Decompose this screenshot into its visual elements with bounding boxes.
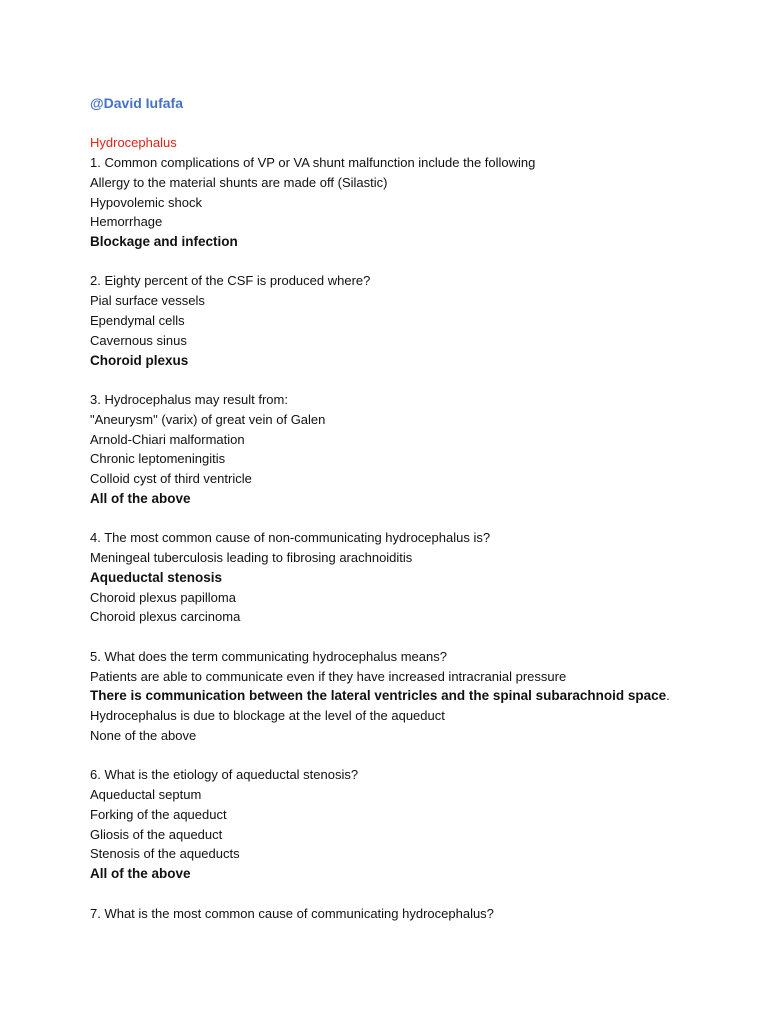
answer-punctuation: . [666, 688, 670, 704]
answer-option: Allergy to the material shunts are made off (Silastic) [90, 174, 388, 190]
answer-option: Gliosis of the aqueduct [90, 826, 223, 842]
question-spacer [90, 252, 740, 272]
answer-option: Forking of the aqueduct [90, 806, 227, 822]
answer-option: Patients are able to communicate even if they have increased intracranial pressure [90, 668, 567, 684]
answer-option: None of the above [90, 727, 197, 743]
answer-option: Cavernous sinus [90, 332, 187, 348]
question-stem: 4. The most common cause of non-communicating hydrocephalus is? [90, 530, 491, 546]
correct-answer-text: All of the above [90, 490, 191, 506]
section-title: Hydrocephalus [90, 135, 177, 150]
answer-option: Choroid plexus carcinoma [90, 609, 241, 625]
correct-answer-option [90, 686, 740, 706]
answer-option: Hydrocephalus is due to blockage at the level of the aqueduct [90, 708, 445, 724]
question-block [90, 904, 740, 924]
question-stem: 5. What does the term communicating hydrocephalus means? [90, 648, 447, 664]
question-spacer [90, 370, 740, 390]
question-spacer [90, 509, 740, 529]
answer-option: Arnold-Chiari malformation [90, 431, 245, 447]
correct-answer-text: Blockage and infection [90, 234, 238, 250]
author-handle: @David Iufafa [90, 95, 184, 111]
correct-answer-text: Aqueductal stenosis [90, 569, 223, 585]
question-stem: 1. Common complications of VP or VA shunt malfunction include the following [90, 155, 536, 170]
question-stem: 2. Eighty percent of the CSF is produced where? [90, 273, 371, 289]
correct-answer-text: All of the above [90, 866, 191, 882]
question-block [90, 390, 740, 509]
question-block [90, 647, 740, 746]
question-block [90, 528, 740, 627]
correct-answer-option [90, 232, 740, 252]
question-block [90, 153, 740, 252]
answer-option: "Aneurysm" (varix) of great vein of Galen [90, 411, 326, 427]
answer-option: Colloid cyst of third ventricle [90, 471, 252, 487]
document-page [90, 93, 740, 923]
correct-answer-option [90, 568, 740, 588]
question-stem: 6. What is the etiology of aqueductal stenosis? [90, 767, 359, 783]
question-spacer [90, 746, 740, 766]
answer-option: Stenosis of the aqueducts [90, 846, 240, 862]
correct-answer-option [90, 489, 740, 509]
question-spacer [90, 884, 740, 904]
answer-option: Chronic leptomeningitis [90, 451, 226, 467]
answer-option: Pial surface vessels [90, 293, 205, 309]
correct-answer-text: Choroid plexus [90, 352, 189, 368]
correct-answer-option [90, 351, 740, 371]
correct-answer-option [90, 864, 740, 884]
question-stem: 3. Hydrocephalus may result from: [90, 391, 288, 407]
question-spacer [90, 627, 740, 647]
answer-option: Ependymal cells [90, 313, 185, 329]
answer-option: Choroid plexus papilloma [90, 589, 236, 605]
answer-option: Aqueductal septum [90, 787, 202, 803]
answer-option: Hemorrhage [90, 214, 163, 230]
question-block [90, 765, 740, 884]
answer-option: Meningeal tuberculosis leading to fibrosing arachnoiditis [90, 550, 413, 566]
question-block [90, 271, 740, 370]
question-list [90, 153, 740, 923]
correct-answer-text: There is communication between the lateral ventricles and the spinal subarachnoid space [90, 688, 667, 704]
question-stem: 7. What is the most common cause of communicating hydrocephalus? [90, 905, 494, 921]
answer-option: Hypovolemic shock [90, 194, 202, 210]
